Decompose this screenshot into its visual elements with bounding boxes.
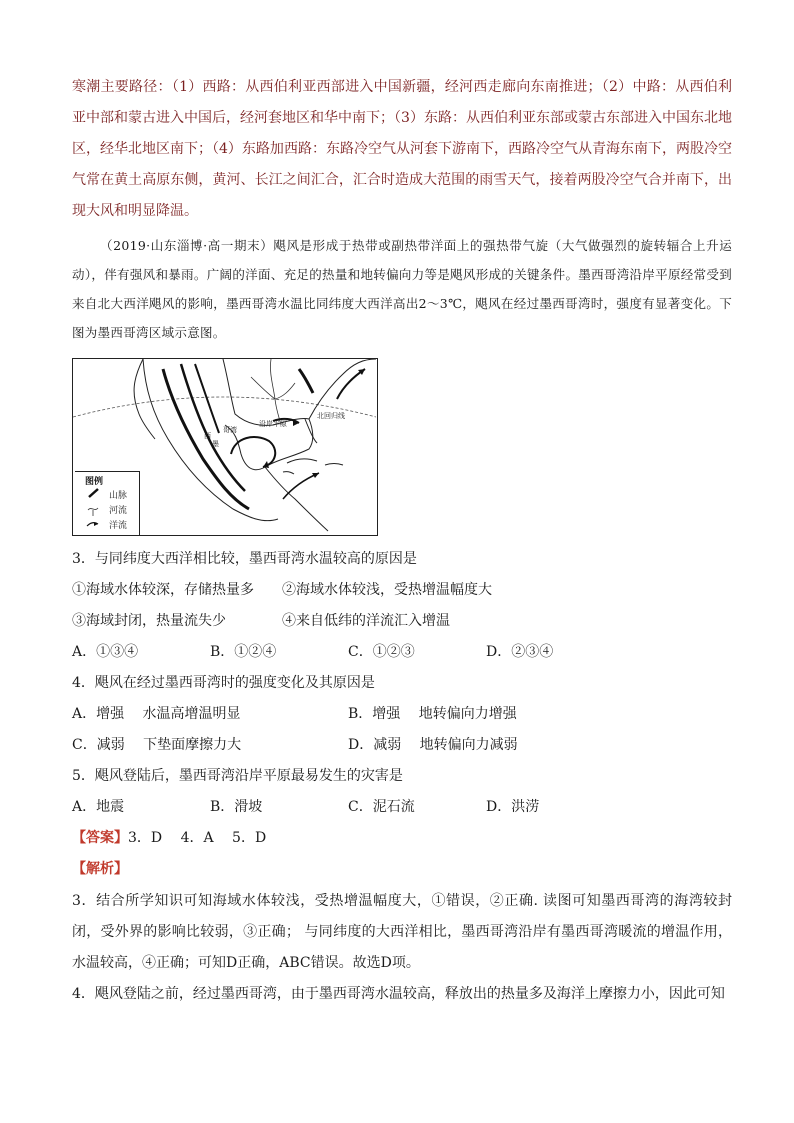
map-label-gulf-2: 西 (204, 432, 211, 440)
q4-option-b: B．增强 地转偏向力增强 (348, 706, 517, 722)
question-5-stem: 5．飓风登陆后，墨西哥湾沿岸平原最易发生的灾害是 (72, 768, 403, 784)
q3-option-a: A．①③④ (72, 644, 139, 660)
legend-title: 图例 (85, 477, 104, 487)
map-label-coastal-plain: 沿岸平原 (259, 420, 287, 428)
question-intro-paragraph: （2019·山东淄博·高一期末）飓风是形成于热带或副热带洋面上的强热带气旋（大气做强烈的旋转辐合上升运动），伴有强风和暴雨。广阔的洋面、充足的热量和地转偏向力等是飓风形成的关键条件。墨西哥湾沿岸平原经常受到来自北大西洋飓风的影响，墨西哥湾水温比同纬度大西洋高出2～3℃，飓风在经过墨西哥湾时，强度有显著变化。下图为墨西哥湾区域示意图。 (72, 238, 732, 340)
q4-option-d: D．减弱 地转偏向力减弱 (348, 737, 518, 753)
q5-option-c: C．泥石流 (348, 799, 415, 815)
question-4-stem: 4．飓风在经过墨西哥湾时的强度变化及其原因是 (72, 675, 375, 691)
q3-option-b: B．①②④ (210, 644, 277, 660)
q3-option-d: D．②③④ (486, 644, 554, 660)
q3-statement-2: ②海域水体较浅，受热增温幅度大 (282, 582, 492, 598)
q3-statement-3: ③海域封闭，热量流失少 (72, 613, 226, 629)
q3-option-c: C．①②③ (348, 644, 415, 660)
q5-option-b: B．滑坡 (210, 799, 263, 815)
analysis-q4-paragraph: 4．飓风登陆之前，经过墨西哥湾，由于墨西哥湾水温较高，释放出的热量多及海洋上摩擦力小，因此可知 (72, 986, 725, 1002)
q3-statement-4: ④来自低纬的洋流汇入增温 (282, 613, 450, 629)
analysis-q3-paragraph: 3．结合所学知识可知海域水体较浅，受热增温幅度大，①错误，②正确. 读图可知墨西哥湾的海湾较封闭，受外界的影响比较弱，③正确； 与同纬度的大西洋相比，墨西哥湾沿岸有墨西哥湾暖流的增温作用，水温较高，④正确；可知D正确，ABC错误。故选D项。 (72, 893, 732, 971)
map-label-gulf-3: 哥湾 (223, 426, 237, 434)
map-label-tropic-of-cancer: 北回归线 (317, 412, 345, 420)
gulf-of-mexico-map (72, 358, 378, 536)
legend-mountain: 山脉 (109, 491, 128, 501)
q4-option-a: A．增强 水温高增温明显 (72, 706, 241, 722)
analysis-label-line (72, 858, 128, 878)
q4-option-c: C．减弱 下垫面摩擦力大 (72, 737, 242, 753)
q5-option-d: D．洪涝 (486, 799, 540, 815)
legend-current: 洋流 (109, 521, 128, 531)
legend-symbols (85, 488, 101, 532)
answer-line (72, 827, 266, 847)
legend-river: 河流 (109, 506, 128, 516)
map-legend (75, 471, 140, 535)
cold-wave-paths-paragraph: 寒潮主要路径：（1）西路：从西伯利亚西部进入中国新疆，经河西走廊向东南推进；（2）中路：从西伯利亚中部和蒙古进入中国后，经河套地区和华中南下；（3）东路：从西伯利亚东部或蒙古东部进入中国东北地区，经华北地区南下；（4）东路加西路：东路冷空气从河套下游南下，西路冷空气从青海东南下，两股冷空气常在黄土高原东侧，黄河、长江之间汇合，汇合时造成大范围的雨雪天气，接着两股冷空气合并南下，出现大风和明显降温。 (72, 79, 732, 219)
q5-option-a: A．地震 (72, 799, 125, 815)
answer-label: 【答案】 (72, 830, 128, 846)
analysis-label: 【解析】 (72, 861, 128, 877)
answer-text: 3．D 4．A 5．D (128, 830, 267, 846)
map-label-gulf-1: 墨 (212, 440, 219, 448)
q3-statement-1: ①海域水体较深，存储热量多 (72, 582, 254, 598)
question-3-stem: 3．与同纬度大西洋相比较，墨西哥湾水温较高的原因是 (72, 551, 417, 567)
